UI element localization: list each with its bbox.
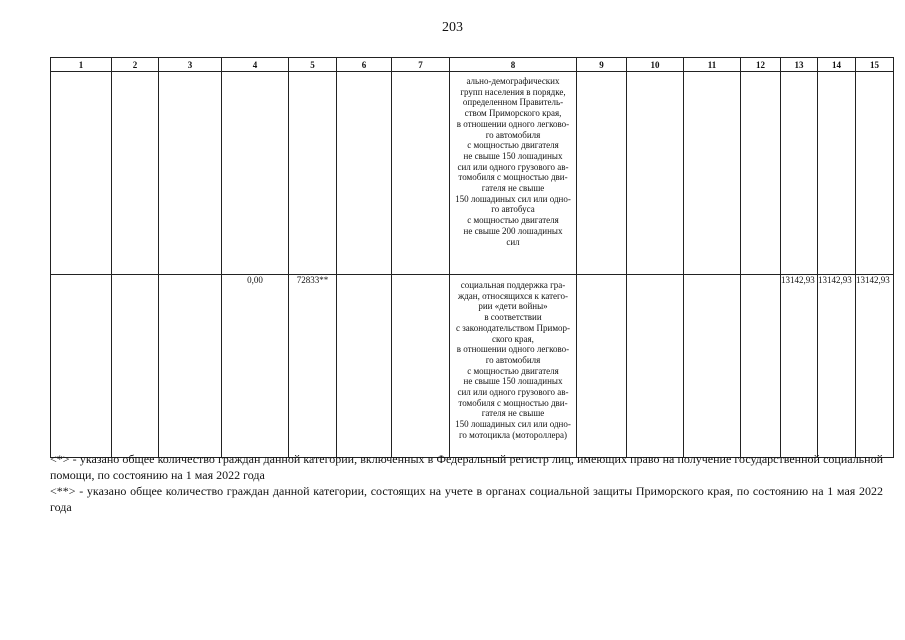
table-cell (684, 275, 741, 458)
column-header: 12 (741, 58, 781, 72)
column-header: 7 (392, 58, 450, 72)
column-header: 6 (337, 58, 392, 72)
table-cell (684, 72, 741, 275)
column-header: 3 (159, 58, 222, 72)
footnote-double-star: <**> - указано общее количество граждан данной категории, состоящих на учете в органах социальной защиты Приморского края, по состоянию на 1 мая 2022 года (50, 484, 883, 514)
column-header: 14 (818, 58, 856, 72)
table-cell (337, 72, 392, 275)
column-header: 2 (112, 58, 159, 72)
table-cell (577, 275, 627, 458)
table-cell (159, 275, 222, 458)
column-header: 1 (51, 58, 112, 72)
column-header: 15 (856, 58, 894, 72)
description-cell: ально-демографических групп населения в порядке, определенном Правитель- ством Приморского края, в отношении одного легково- го автомобиля с мощностью двигателя не свыше 150 лошадиных сил или одного грузового ав- томобиля с мощностью дви- гателя не свыше 150 лошадиных сил или одно- го автобуса с мощностью двигателя не свыше 200 лошадиных сил (450, 72, 577, 275)
header-row (51, 58, 894, 72)
column-header: 8 (450, 58, 577, 72)
table-cell (741, 72, 781, 275)
table-cell (159, 72, 222, 275)
footnote-single-star: <*> - указано общее количество граждан данной категории, включенных в Федеральный регистр лиц, имеющих право на получение государственной социальной помощи, по состоянию на 1 мая 2022 года (50, 452, 883, 482)
table-row (51, 275, 894, 458)
table-cell (392, 275, 450, 458)
table-cell (627, 275, 684, 458)
footnotes (50, 451, 883, 515)
value-cell: 13142,93 (781, 275, 818, 458)
column-header: 11 (684, 58, 741, 72)
table-cell (337, 275, 392, 458)
column-header: 4 (222, 58, 289, 72)
table-cell (392, 72, 450, 275)
column-header: 13 (781, 58, 818, 72)
table-row (51, 72, 894, 275)
table-cell (289, 72, 337, 275)
table-cell (112, 72, 159, 275)
table-cell (741, 275, 781, 458)
recipients-count-cell: 72833** (289, 275, 337, 458)
column-header: 5 (289, 58, 337, 72)
value-cell: 13142,93 (856, 275, 894, 458)
page-number: 203 (442, 20, 463, 35)
table-cell (818, 72, 856, 275)
table-cell (222, 72, 289, 275)
table-cell (112, 275, 159, 458)
description-cell: социальная поддержка гра- ждан, относящихся к катего- рии «дети войны» в соответствии с законодательством Примор- ского края, в отношении одного легково- го автомобиля с мощностью двигателя не свыше 150 лошадиных сил или одного грузового ав- томобиля с мощностью дви- гателя не свыше 150 лошадиных сил или одно- го мотоцикла (мотороллера) (450, 275, 577, 458)
amount-cell: 0,00 (222, 275, 289, 458)
data-table (50, 57, 894, 458)
table-cell (856, 72, 894, 275)
value-cell: 13142,93 (818, 275, 856, 458)
column-header: 9 (577, 58, 627, 72)
table-cell (577, 72, 627, 275)
table-cell (51, 72, 112, 275)
table-cell (51, 275, 112, 458)
column-header: 10 (627, 58, 684, 72)
table-cell (781, 72, 818, 275)
table-cell (627, 72, 684, 275)
